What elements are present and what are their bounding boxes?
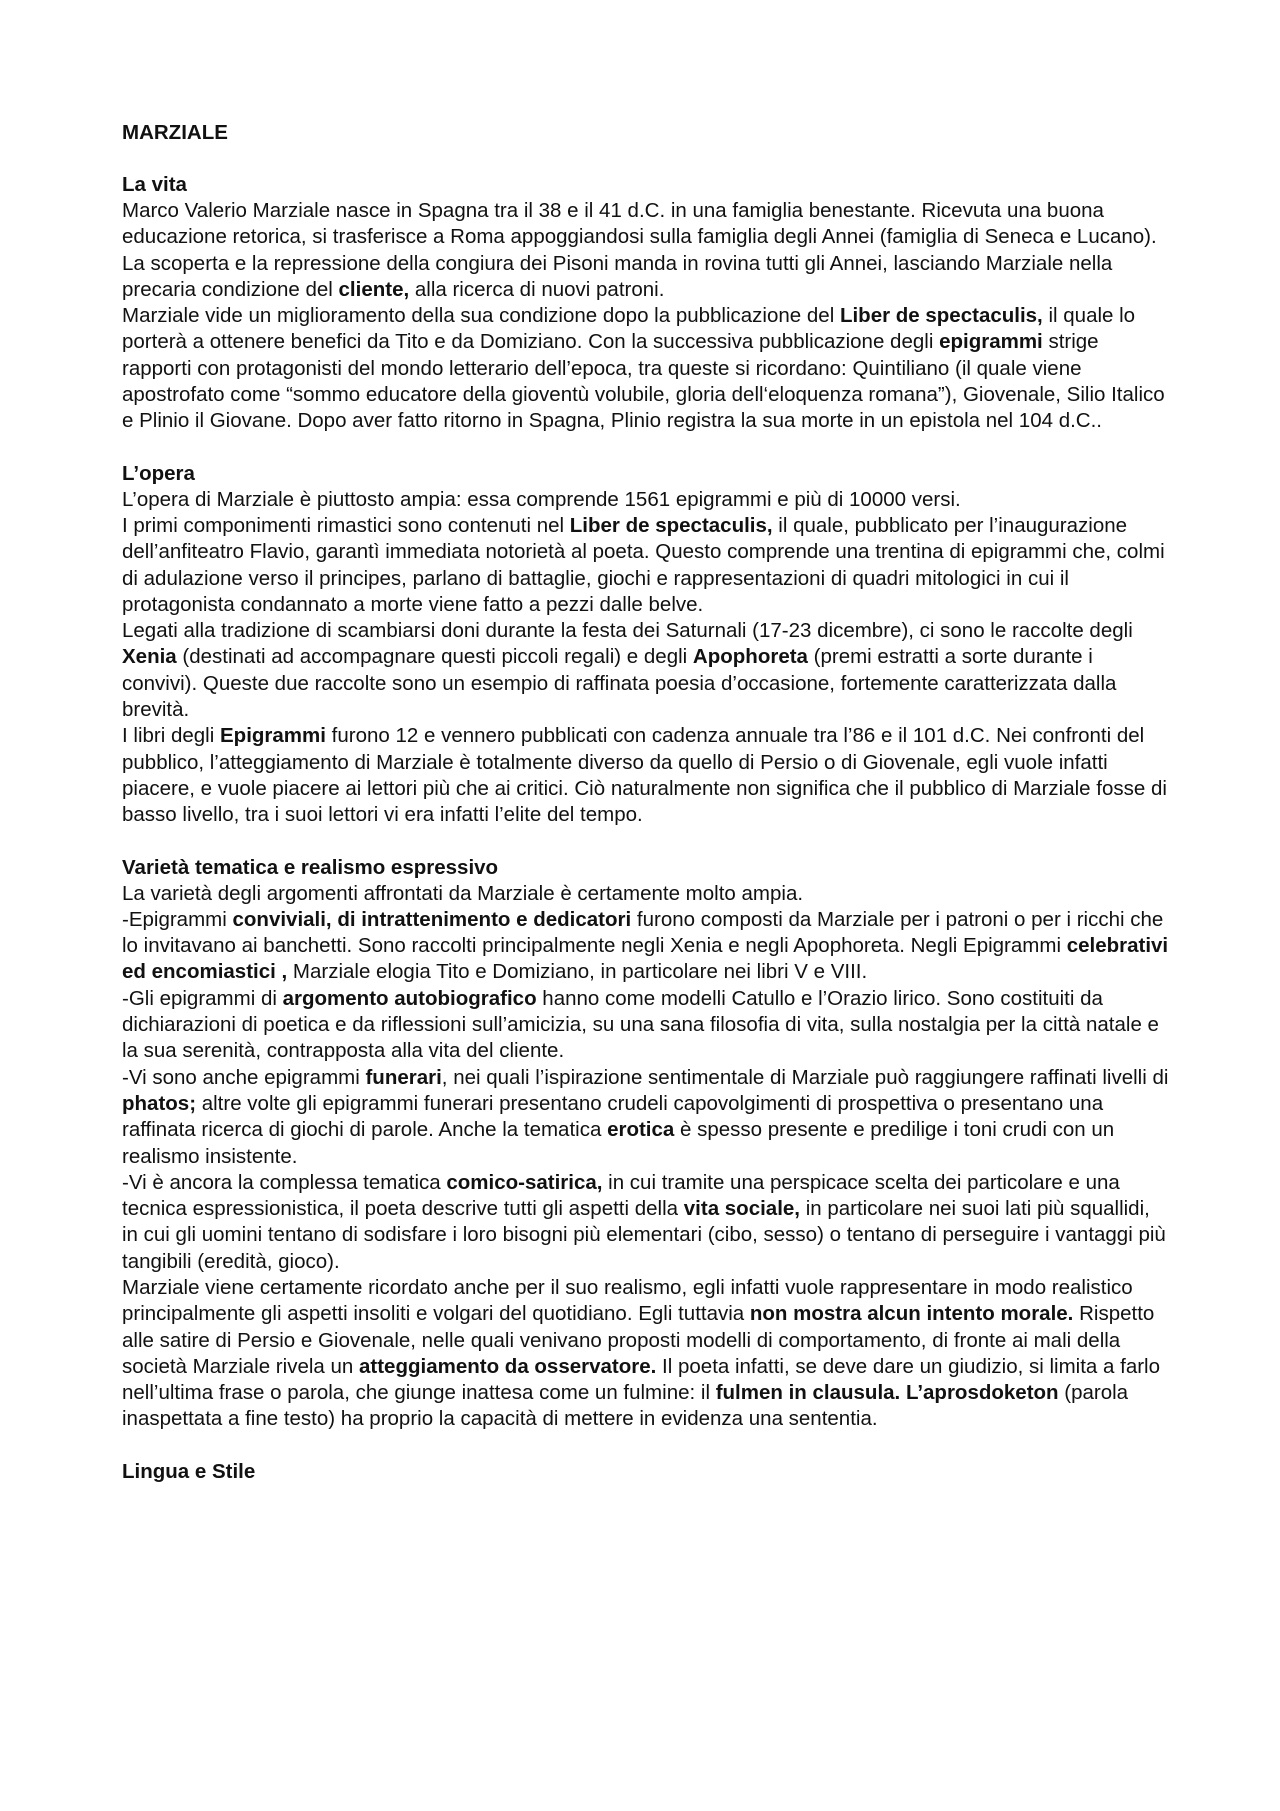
text-run: il quale lo porterà a ottenere benefici da Tito e da Domiziano. Con la successiva pubblicazione degli — [122, 304, 1136, 354]
section-heading: La vita — [122, 173, 187, 196]
text-run: furono composti da Marziale per i patroni o per i ricchi che lo invitavano ai banchetti. Sono raccolti principalmente negli Xenia e negli Apophoreta. Negli Epigrammi — [122, 907, 1164, 958]
bold-text-run: Liber de spectaculis, — [569, 513, 773, 537]
text-run: è spesso presente e predilige i toni crudi con un realismo insistente. — [122, 1118, 1115, 1168]
bold-text-run: Xenia — [122, 645, 177, 669]
text-run: Marziale vide un miglioramento della sua condizione dopo la pubblicazione del — [122, 304, 840, 328]
bold-text-run: vita sociale, — [683, 1197, 800, 1221]
text-run: furono 12 e vennero pubblicati con cadenza annuale tra l’86 e il 101 d.C. Nei confronti del pubblico, l’atteggiamento di Marziale è totalmente diverso da quello di Persio o di Giovenale, egli vuole infatti piacere, e vuole piacere ai lettori più che ai critici. Ciò naturalmente non significa che il pubblico di Marziale fosse di basso livello, tra i suoi lettori vi era infatti l’elite del tempo. — [122, 724, 1167, 827]
text-run: -Vi sono anche epigrammi — [122, 1065, 366, 1089]
paragraph — [122, 881, 1170, 907]
text-run: L’opera di Marziale è piuttosto ampia: essa comprende 1561 epigrammi e più di 10000 versi. — [122, 487, 961, 511]
text-run: il quale, pubblicato per l’inaugurazione dell’anfiteatro Flavio, garantì immediata notorietà al poeta. Questo comprende una trentina di epigrammi che, colmi di adulazione verso il principes, parlano di battaglie, giochi e rappresentazioni di quadri mitologici in cui il protagonista condannato a morte viene fatto a pezzi dalle belve. — [122, 513, 1165, 616]
bold-text-run: celebrativi ed encomiastici , — [122, 934, 1169, 984]
bold-text-run: erotica — [607, 1118, 675, 1142]
text-run: -Vi è ancora la complessa tematica — [122, 1170, 447, 1194]
bold-text-run: non mostra alcun intento morale. — [749, 1302, 1074, 1326]
text-run: Marziale viene certamente ricordato anche per il suo realismo, egli infatti vuole rappresentare in modo realistico principalmente gli aspetti insoliti e volgari del quotidiano. Egli tuttavia — [122, 1275, 1133, 1326]
bold-text-run: Epigrammi — [220, 724, 326, 748]
text-run: (destinati ad accompagnare questi piccoli regali) e degli — [176, 645, 693, 669]
text-run: in particolare nei suoi lati più squallidi, in cui gli uomini tentano di sodisfare i loro bisogni più elementari (cibo, sesso) o tentano di perseguire i vantaggi più tangibili (eredità, gioco). — [122, 1197, 1166, 1273]
text-run: (premi estratti a sorte durante i convivi). Queste due raccolte sono un esempio di raffinata poesia d’occasione, fortemente caratterizzata dalla brevità. — [122, 645, 1117, 722]
bold-text-run: funerari — [365, 1065, 442, 1089]
paragraph — [122, 1275, 1170, 1433]
bold-text-run: Liber de spectaculis, — [839, 304, 1043, 328]
text-run: Marco Valerio Marziale nasce in Spagna tra il 38 e il 41 d.C. in una famiglia benestante. Ricevuta una buona educazione retorica, si trasferisce a Roma appoggiandosi sulla famiglia degli Annei (famiglia di Seneca e Lucano). La scoperta e la repressione della congiura dei Pisoni manda in rovina tutti gli Annei, lasciando Marziale nella precaria condizione del — [122, 199, 1157, 301]
text-run: Rispetto alle satire di Persio e Giovenale, nelle quali venivano proposti modelli di comportamento, di fronte ai mali della società Marziale rivela un — [122, 1302, 1155, 1378]
text-run: I libri degli — [122, 724, 220, 748]
paragraph — [122, 303, 1170, 434]
text-run: hanno come modelli Catullo e l’Orazio lirico. Sono costituiti da dichiarazioni di poetica e da riflessioni sull’amicizia, su una sana filosofia di vita, sulla nostalgia per la città natale e la sua serenità, contrapposta alla vita del cliente. — [122, 986, 1159, 1063]
bold-text-run: argomento autobiografico — [282, 986, 537, 1010]
bold-text-run: comico-satirica, — [446, 1170, 603, 1194]
text-run: (parola inaspettata a fine testo) ha proprio la capacità di mettere in evidenza una sententia. — [122, 1381, 1129, 1431]
page-title: MARZIALE — [122, 121, 228, 144]
section-heading: Varietà tematica e realismo espressivo — [122, 855, 499, 879]
paragraph — [122, 487, 1170, 513]
text-run: alla ricerca di nuovi patroni. — [409, 277, 665, 301]
section-heading: Lingua e Stile — [122, 1459, 256, 1483]
bold-text-run: atteggiamento da osservatore. — [359, 1354, 657, 1378]
text-run: -Gli epigrammi di — [122, 986, 283, 1010]
section — [122, 1459, 1170, 1485]
bold-text-run: fulmen in clausula. L’aprosdoketon — [715, 1381, 1059, 1405]
paragraph — [122, 513, 1170, 618]
text-run: I primi componimenti rimastici sono contenuti nel — [122, 513, 570, 537]
text-run: Il poeta infatti, se deve dare un giudizio, si limita a farlo nell’ultima frase o parola, che giunge inattesa come un fulmine: il — [122, 1354, 1161, 1405]
bold-text-run: conviviali, di intrattenimento e dedicatori — [232, 907, 632, 931]
paragraph — [122, 986, 1170, 1065]
text-run: in cui tramite una perspicace scelta dei particolare e una tecnica espressionistica, il poeta descrive tutti gli aspetti della — [122, 1170, 1120, 1221]
section — [122, 855, 1170, 1433]
text-run: Marziale elogia Tito e Domiziano, in particolare nei libri V e VIII. — [287, 960, 868, 984]
bold-text-run: epigrammi — [939, 330, 1043, 354]
bold-text-run: cliente, — [338, 277, 410, 301]
section — [122, 172, 1170, 435]
text-run: -Epigrammi — [122, 907, 233, 931]
section — [122, 461, 1170, 829]
bold-text-run: Apophoreta — [692, 645, 808, 669]
text-run: strige rapporti con protagonisti del mondo letterario dell’epoca, tra queste si ricordano: Quintiliano (il quale viene apostrofato come “sommo educatore della gioventù volubile, gloria dell‘eloquenza romana”), Giovenale, Silio Italico e Plinio il Giovane. Dopo aver fatto ritorno in Spagna, Plinio registra la sua morte in un epistola nel 104 d.C.. — [122, 330, 1165, 433]
paragraph — [122, 1065, 1170, 1170]
text-run: altre volte gli epigrammi funerari presentano crudeli capovolgimenti di prospettiva o presentano una raffinata ricerca di giochi di parole. Anche la tematica — [122, 1091, 1104, 1142]
paragraph — [122, 198, 1170, 303]
text-run: La varietà degli argomenti affrontati da Marziale è certamente molto ampia. — [122, 881, 804, 905]
paragraph — [122, 1170, 1170, 1275]
section-heading: L’opera — [122, 461, 195, 485]
text-run: Legati alla tradizione di scambiarsi doni durante la festa dei Saturnali (17-23 dicembre), ci sono le raccolte degli — [122, 619, 1133, 643]
paragraph — [122, 907, 1170, 986]
document-body — [122, 172, 1170, 1485]
text-run: , nei quali l’ispirazione sentimentale di Marziale può raggiungere raffinati livelli di — [441, 1065, 1169, 1089]
paragraph — [122, 723, 1170, 828]
paragraph — [122, 618, 1170, 723]
bold-text-run: phatos; — [122, 1091, 197, 1115]
